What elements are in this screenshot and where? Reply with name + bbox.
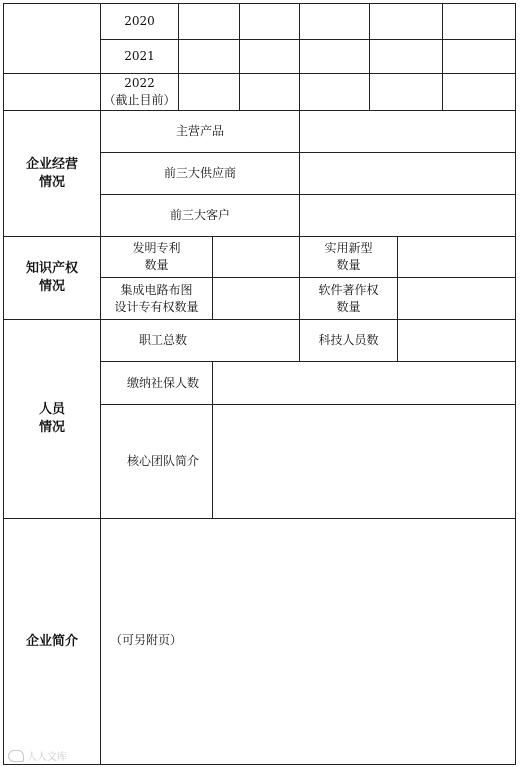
column-divider (299, 3, 300, 110)
section-ip-label: 知识产权 情况 (25, 261, 78, 294)
invention-patents-label: 发明专利 数量 (132, 241, 181, 272)
column-divider (397, 236, 398, 319)
row-divider (3, 73, 516, 74)
table-border-right (515, 3, 516, 765)
core-team-label: 核心团队简介 (126, 454, 199, 468)
table-border-bottom (3, 764, 516, 765)
column-divider (239, 3, 240, 110)
column-divider (369, 3, 370, 110)
ic-layout-label: 集成电路布图 设计专有权数量 (114, 282, 199, 314)
section-staff-label: 人员 情况 (38, 402, 65, 435)
column-divider (397, 319, 398, 361)
year-2020-label: 2020 (124, 14, 155, 28)
tech-staff-label: 科技人员数 (318, 333, 379, 347)
section-business-label: 企业经营 情况 (25, 156, 78, 190)
watermark (8, 748, 67, 763)
column-divider (212, 236, 213, 319)
year-2022-label: 2022 （截止目前） (103, 76, 176, 107)
top3-suppliers-label: 前三大供应商 (163, 166, 236, 180)
total-employees-label: 职工总数 (138, 333, 187, 347)
profile-note: （可另附页） (110, 632, 183, 647)
column-divider (178, 3, 179, 110)
section-profile-label: 企业简介 (25, 633, 78, 649)
top3-customers-label: 前三大客户 (169, 208, 230, 222)
year-2021-label: 2021 (124, 49, 155, 63)
software-copyright-label: 软件著作权 数量 (318, 282, 379, 314)
column-divider (299, 110, 300, 236)
watermark-logo-icon (8, 750, 24, 762)
watermark-text: 人人文库 (27, 752, 67, 763)
utility-models-label: 实用新型 数量 (324, 241, 373, 272)
table-border-top (3, 3, 516, 4)
main-products-label: 主营产品 (175, 124, 224, 138)
column-divider (442, 3, 443, 110)
social-insurance-label: 缴纳社保人数 (126, 375, 199, 390)
